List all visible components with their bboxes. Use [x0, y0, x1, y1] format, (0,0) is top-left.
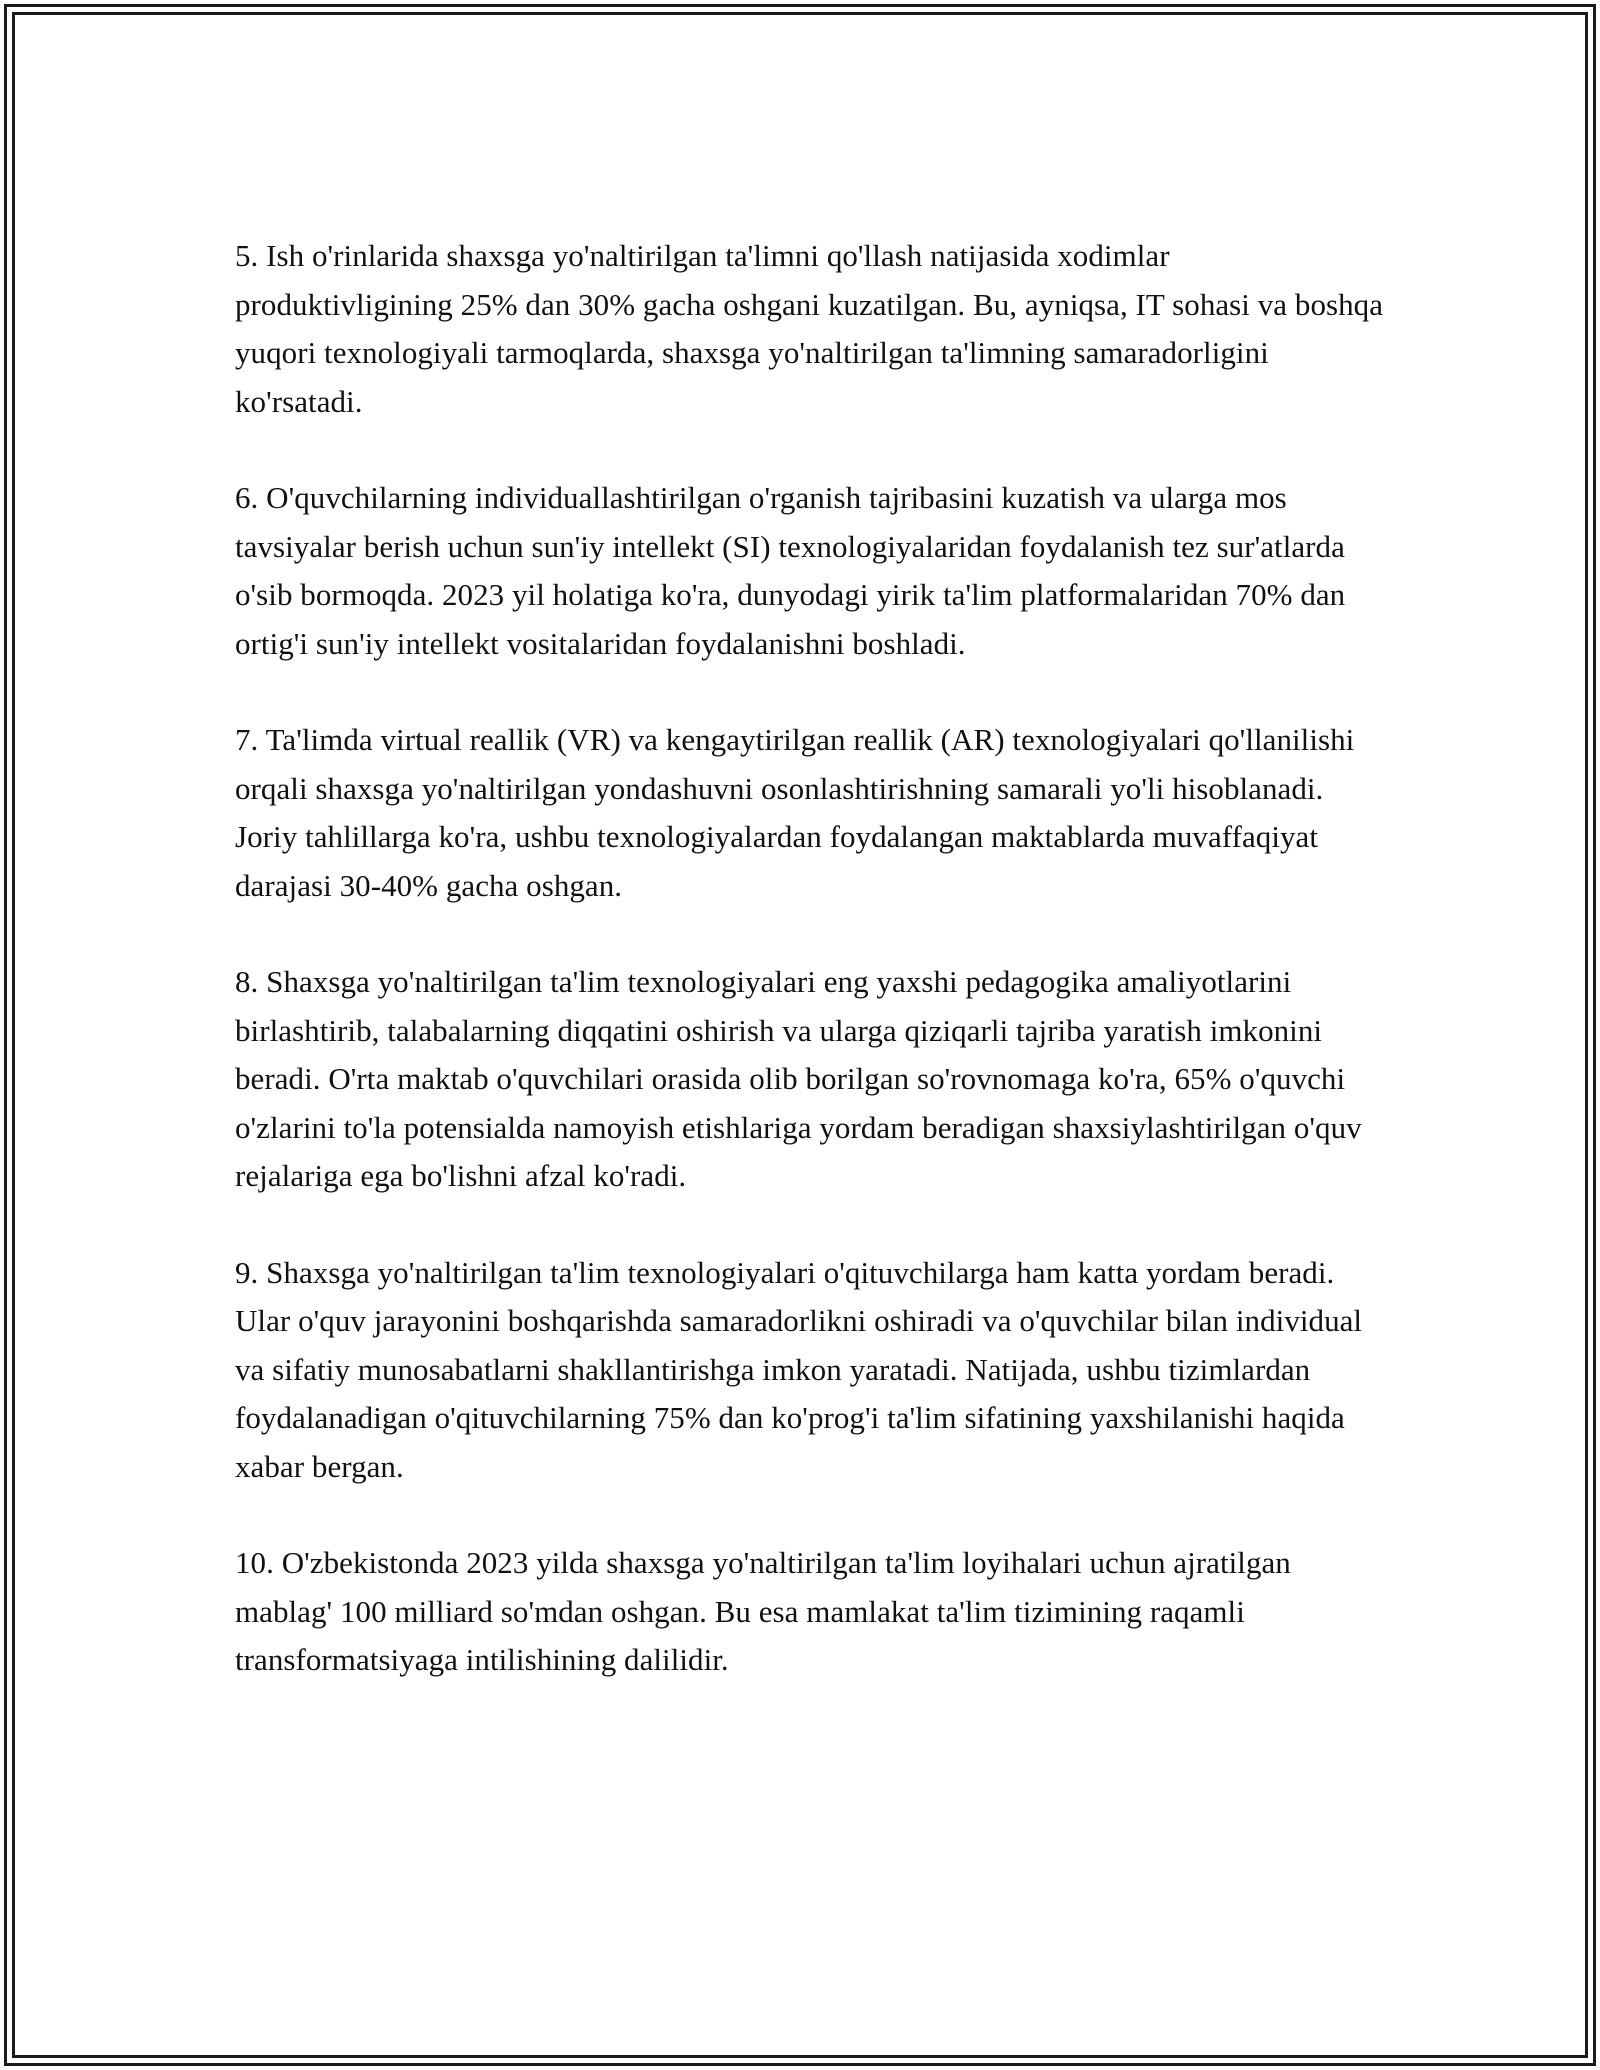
paragraph-10: 10. O'zbekistonda 2023 yilda shaxsga yo'naltirilgan ta'lim loyihalari uchun ajratilgan mablag' 100 milliard so'mdan oshgan. Bu esa mamlakat ta'lim tizimining raqamli transformatsiyaga intilishining dalilidir. [235, 1545, 1291, 1677]
paragraph-6: 6. O'quvchilarning individuallashtirilgan o'rganish tajribasini kuzatish va ularga mos tavsiyalar berish uchun sun'iy intellekt (SI) texnologiyalaridan foydalanish tez sur'atlarda o'sib bormoqda. 2023 yil holatiga ko'ra, dunyodagi yirik ta'lim platformalaridan 70% dan ortig'i sun'iy intellekt vositalaridan foydalanishni boshladi. [235, 480, 1346, 661]
paragraph-7: 7. Ta'limda virtual reallik (VR) va kengaytirilgan reallik (AR) texnologiyalari qo'llanilishi orqali shaxsga yo'naltirilgan yondashuvni osonlashtirishning samarali yo'li hisoblanadi. Joriy tahlillarga ko'ra, ushbu texnologiyalardan foydalangan maktablarda muvaffaqiyat darajasi 30-40% gacha oshgan. [235, 722, 1355, 903]
paragraph-9: 9. Shaxsga yo'naltirilgan ta'lim texnologiyalari o'qituvchilarga ham katta yordam beradi. Ular o'quv jarayonini boshqarishda samaradorlikni oshiradi va o'quvchilar bilan individual va sifatiy munosabatlarni shakllantirishga imkon yaratadi. Natijada, ushbu tizimlardan foydalanadigan o'qituvchilarning 75% dan ko'prog'i ta'lim sifatining yaxshilanishi haqida xabar bergan. [235, 1254, 1363, 1484]
paragraph-8: 8. Shaxsga yo'naltirilgan ta'lim texnologiyalari eng yaxshi pedagogika amaliyotlarini birlashtirib, talabalarning diqqatini oshirish va ularga qiziqarli tajriba yaratish imkonini beradi. O'rta maktab o'quvchilari orasida olib borilgan so'rovnomaga ko'ra, 65% o'quvchi o'zlarini to'la potensialda namoyish etishlariga yordam beradigan shaxsiylashtirilgan o'quv rejalariga ega bo'lishni afzal ko'radi. [235, 964, 1362, 1193]
document-body [235, 232, 1385, 1733]
paragraph-5: 5. Ish o'rinlarida shaxsga yo'naltirilgan ta'limni qo'llash natijasida xodimlar produktivligining 25% dan 30% gacha oshgani kuzatilgan. Bu, ayniqsa, IT sohasi va boshqa yuqori texnologiyali tarmoqlarda, shaxsga yo'naltirilgan ta'limning samaradorligini ko'rsatadi. [235, 238, 1384, 419]
